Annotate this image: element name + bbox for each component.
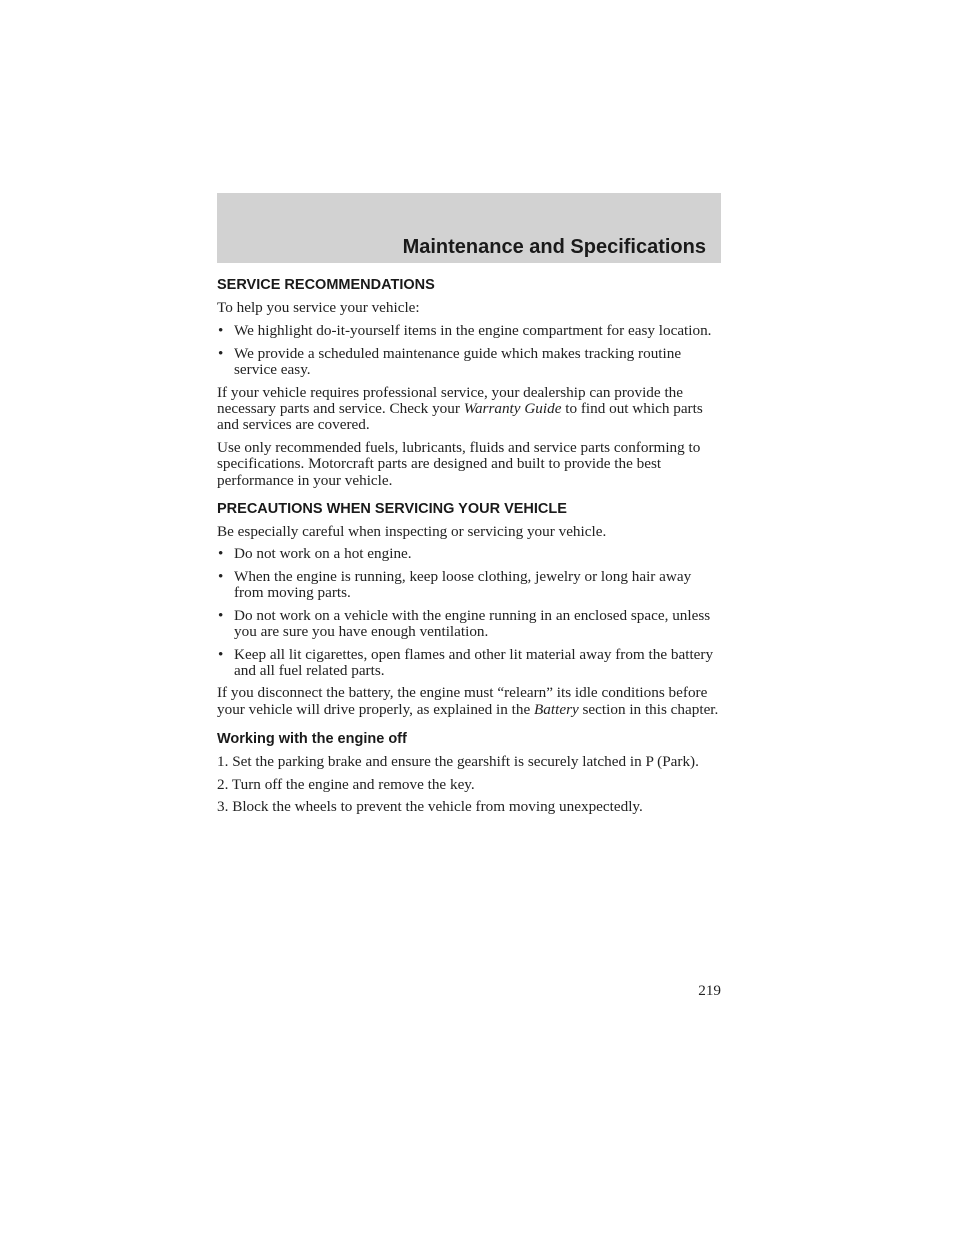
list-item-text: When the engine is running, keep loose clothing, jewelry or long hair away from moving parts. [234, 567, 692, 602]
warranty-guide-reference: Warranty Guide [463, 400, 562, 418]
list-item-text: Keep all lit cigarettes, open flames and other lit material away from the battery and all fuel related parts. [234, 645, 714, 679]
list-item [217, 323, 721, 339]
section-title: Maintenance and Specifications [402, 236, 706, 258]
precautions-intro: Be especially careful when inspecting or servicing your vehicle. [217, 523, 607, 541]
battery-section-reference: Battery [534, 700, 579, 718]
section-header-band [217, 193, 721, 263]
list-item [217, 608, 721, 641]
list-item-text: Do not work on a hot engine. [234, 545, 412, 563]
engine-off-step: 2. Turn off the engine and remove the key. [217, 775, 475, 793]
bullet-icon: • [218, 545, 224, 563]
bullet-icon: • [218, 322, 224, 340]
page-content [217, 277, 721, 815]
service-intro: To help you service your vehicle: [217, 299, 420, 316]
bullet-icon: • [218, 567, 224, 585]
list-item-text: We provide a scheduled maintenance guide which makes tracking routine service easy. [234, 344, 682, 379]
paragraph-text: section in this chapter. [578, 700, 719, 718]
bullet-icon: • [218, 606, 224, 624]
bullet-icon: • [218, 344, 224, 362]
list-item [217, 647, 721, 680]
service-bullet-list [217, 323, 721, 378]
bullet-icon: • [218, 645, 224, 663]
paragraph-text: to find out which parts and services are covered. [217, 400, 703, 434]
service-recommendations-heading: SERVICE RECOMMENDATIONS [217, 277, 435, 293]
page-number: 219 [698, 982, 721, 999]
engine-off-step: 3. Block the wheels to prevent the vehicle from moving unexpectedly. [217, 797, 643, 815]
professional-service-paragraph [217, 385, 721, 434]
list-item [217, 546, 721, 562]
list-item [217, 569, 721, 602]
recommended-parts-paragraph: Use only recommended fuels, lubricants, fluids and service parts conforming to specifications. Motorcraft parts are designed and built to provide the best performance in your vehicle. [217, 438, 701, 489]
precautions-bullet-list [217, 546, 721, 679]
list-item-text: Do not work on a vehicle with the engine running in an enclosed space, unless you are sure you have enough ventilation. [234, 606, 711, 641]
engine-off-heading: Working with the engine off [217, 731, 407, 748]
list-item-text: We highlight do-it-yourself items in the engine compartment for easy location. [234, 322, 712, 340]
manual-page [217, 193, 721, 815]
paragraph-text: If you disconnect the battery, the engine must “relearn” its idle conditions before your vehicle will drive properly, as explained in the [217, 684, 708, 718]
paragraph-text: If your vehicle requires professional service, your dealership can provide the necessary parts and service. Check your [217, 383, 683, 418]
list-item [217, 346, 721, 379]
battery-relearn-paragraph [217, 685, 721, 718]
engine-off-step: 1. Set the parking brake and ensure the gearshift is securely latched in P (Park). [217, 753, 699, 771]
precautions-heading: PRECAUTIONS WHEN SERVICING YOUR VEHICLE [217, 501, 567, 518]
